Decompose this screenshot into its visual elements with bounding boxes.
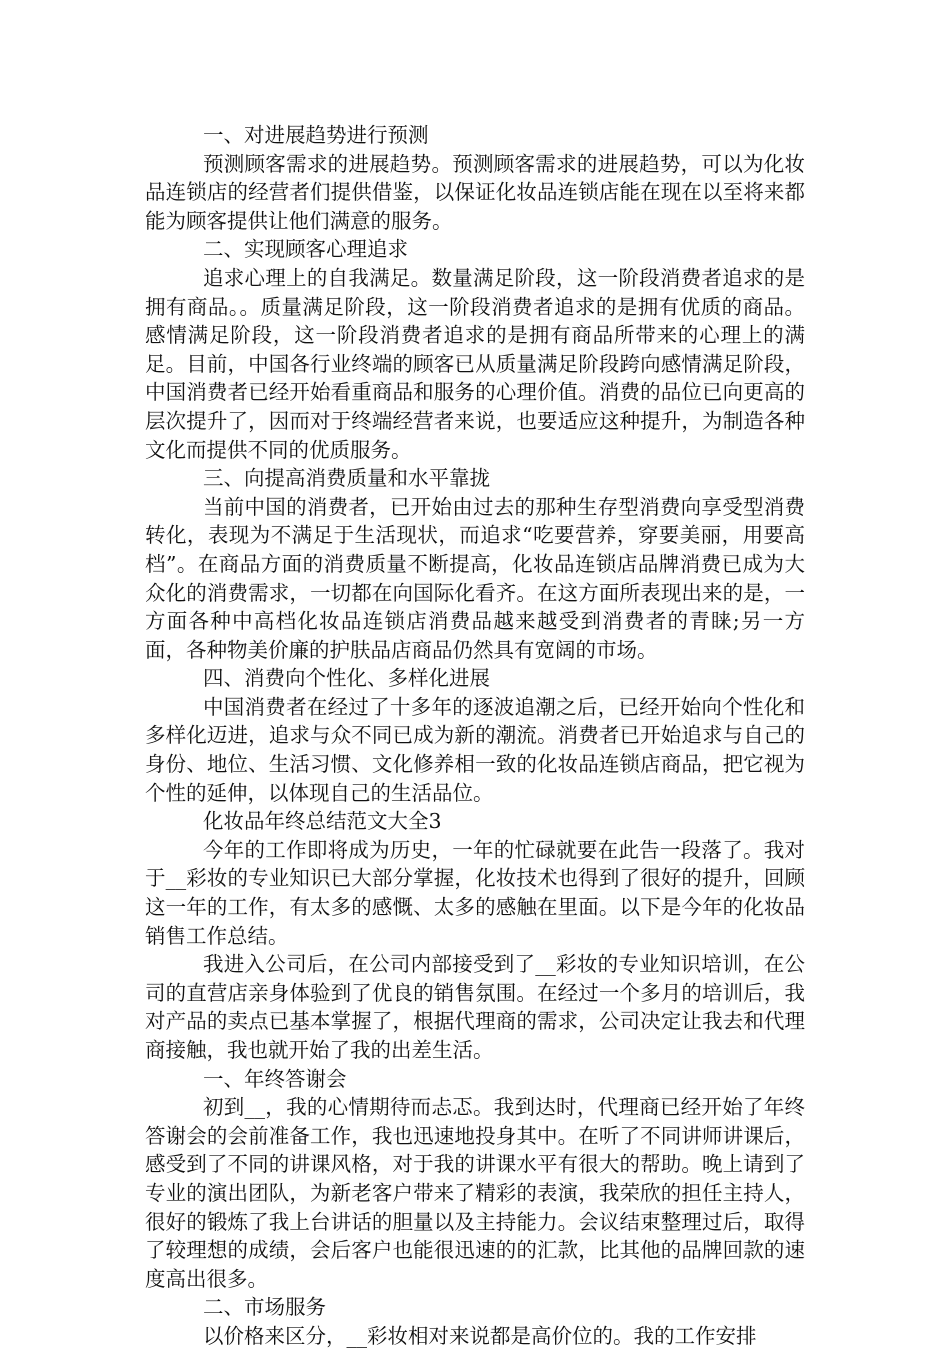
body-paragraph: 我进入公司后，在公司内部接受到了__彩妆的专业知识培训，在公司的直营店亲身体验到了优良的销售氛围。在经过一个多月的培训后，我对产品的卖点已基本掌握了，根据代理商的需求，公司决定让我去和代理商接触，我也就开始了我的出差生活。 <box>145 952 805 1062</box>
body-paragraph: 以价格来区分，__彩妆相对来说都是高价位的。我的工作安排 <box>203 1323 757 1348</box>
body-paragraph: 中国消费者在经过了十多年的逐波追潮之后，已经开始向个性化和多样化迈进，追求与众不同已成为新的潮流。消费者已开始追求与自己的身份、地位、生活习惯、文化修养相一致的化妆品连锁店商品，把它视为个性的延伸，以体现自己的生活品位。 <box>145 694 805 805</box>
body-paragraph: 今年的工作即将成为历史，一年的忙碌就要在此告一段落了。我对于__彩妆的专业知识已大部分掌握，化妆技术也得到了很好的提升，回顾这一年的工作，有太多的感慨、太多的感触在里面。以下是今年的化妆品销售工作总结。 <box>145 837 805 948</box>
section-heading: 二、实现顾客心理追求 <box>203 237 408 262</box>
section-heading: 三、向提高消费质量和水平靠拢 <box>203 466 490 491</box>
section-heading: 一、对进展趋势进行预测 <box>203 123 429 147</box>
body-paragraph: 当前中国的消费者，已开始由过去的那种生存型消费向享受型消费转化，表现为不满足于生活现状，而追求“吃要营养，穿要美丽，用要高档”。在商品方面的消费质量不断提高，化妆品连锁店品牌消费已成为大众化的消费需求，一切都在向国际化看齐。在这方面所表现出来的是，一方面各种中高档化妆品连锁店消费品越来越受到消费者的青睐;另一方面，各种物美价廉的护肤品店商品仍然具有宽阔的市场。 <box>145 494 805 662</box>
section-heading: 二、市场服务 <box>203 1295 326 1320</box>
document-page <box>145 121 805 1351</box>
body-paragraph: 预测顾客需求的进展趋势。预测顾客需求的进展趋势，可以为化妆品连锁店的经营者们提供借鉴，以保证化妆品连锁店能在现在以至将来都能为顾客提供让他们满意的服务。 <box>145 151 805 233</box>
body-paragraph: 追求心理上的自我满足。数量满足阶段，这一阶段消费者追求的是拥有商品。。质量满足阶段，这一阶段消费者追求的是拥有优质的商品。感情满足阶段，这一阶段消费者追求的是拥有商品所带来的心理上的满足。目前，中国各行业终端的顾客已从质量满足阶段跨向感情满足阶段，中国消费者已经开始看重商品和服务的心理价值。消费的品位已向更高的层次提升了，因而对于终端经营者来说，也要适应这种提升，为制造各种文化而提供不同的优质服务。 <box>145 265 805 462</box>
body-paragraph: 初到__，我的心情期待而忐忑。我到达时，代理商已经开始了年终答谢会的会前准备工作，我也迅速地投身其中。在听了不同讲师讲课后，感受到了不同的讲课风格，对于我的讲课水平有很大的帮助。晚上请到了专业的演出团队，为新老客户带来了精彩的表演，我荣欣的担任主持人，很好的锻炼了我上台讲话的胆量以及主持能力。会议结束整理过后，取得了较理想的成绩，会后客户也能很迅速的的汇款，比其他的品牌回款的速度高出很多。 <box>145 1095 805 1291</box>
document-title: 化妆品年终总结范文大全3 <box>203 809 442 834</box>
section-heading: 一、年终答谢会 <box>203 1066 347 1091</box>
section-heading: 四、消费向个性化、多样化进展 <box>203 666 490 691</box>
